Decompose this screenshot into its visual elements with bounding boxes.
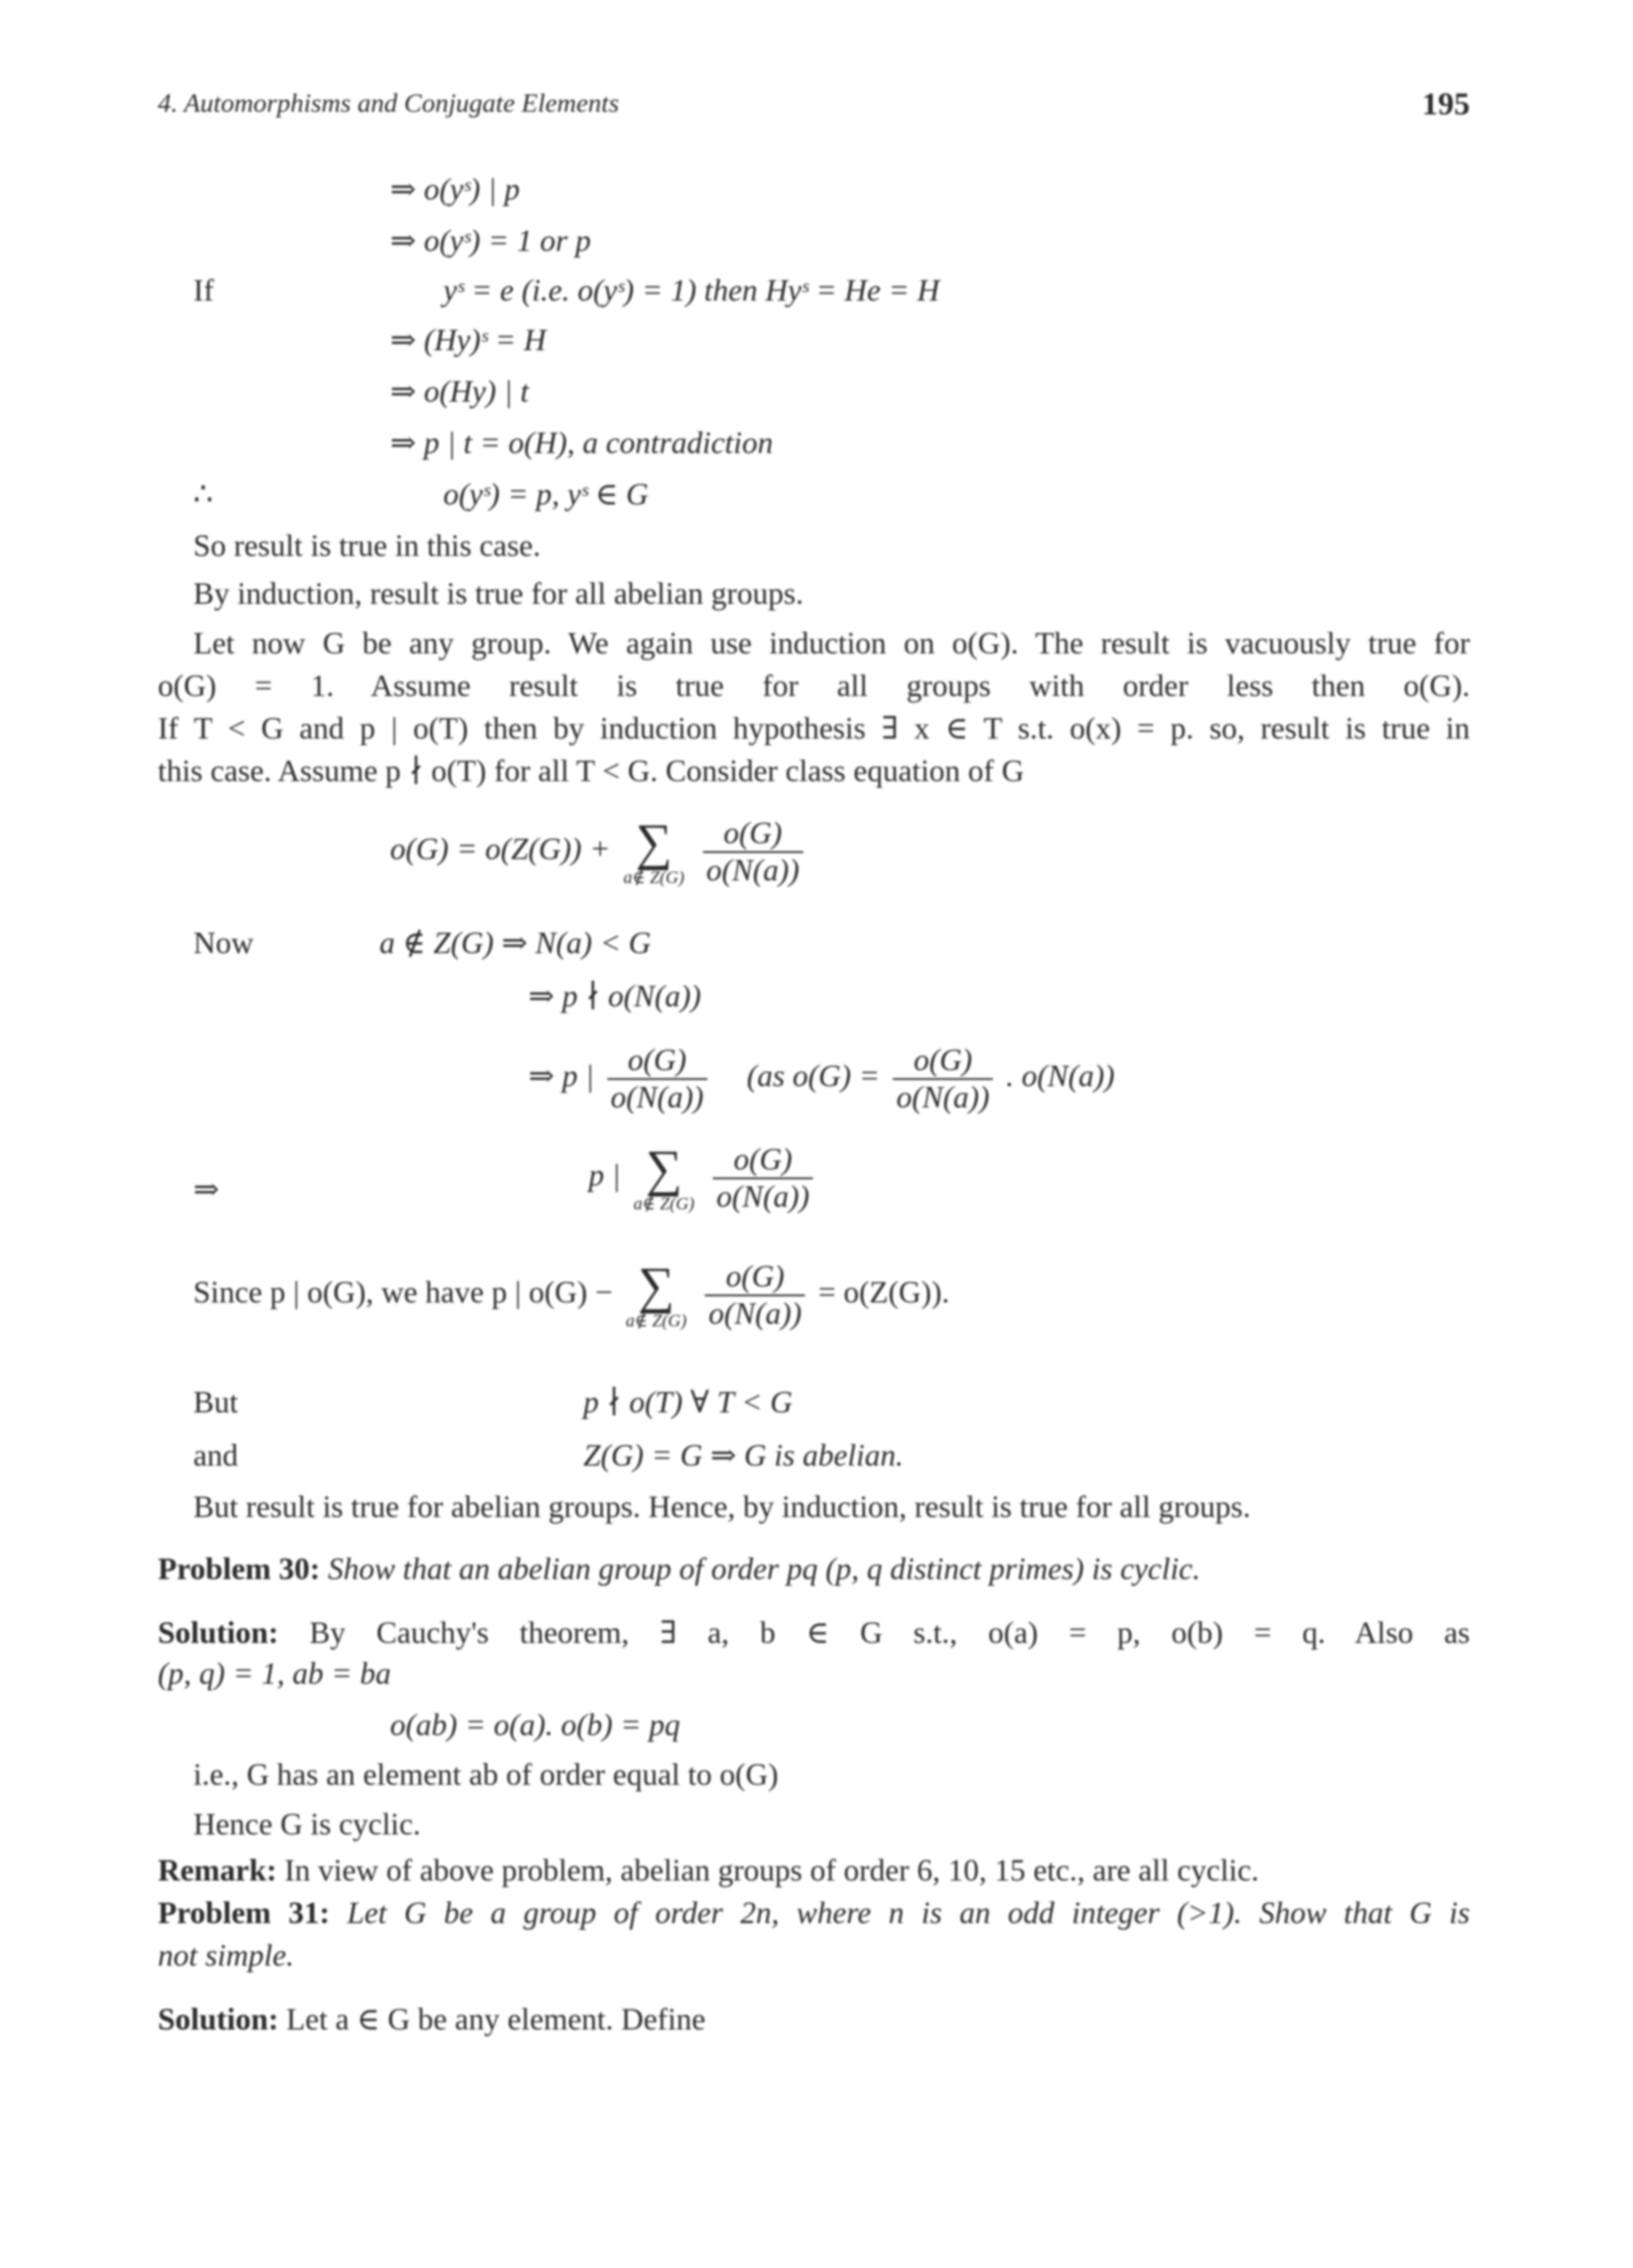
proof-line-8: So result is true in this case. [193, 528, 541, 563]
summation [633, 1138, 695, 1214]
summation-index: a∉ Z(G) [625, 1310, 687, 1331]
fraction [893, 1043, 993, 1115]
class-equation-left: o(G) = o(Z(G)) + [390, 832, 611, 866]
problem-31-line-1 [158, 1894, 1470, 1933]
fraction-numerator: o(G) [705, 1259, 805, 1296]
fraction-denominator: o(N(a)) [716, 1178, 810, 1214]
fraction-denominator: o(N(a)) [610, 1079, 704, 1114]
problem-30-solution-line-5: Hence G is cyclic. [193, 1807, 421, 1842]
fraction-denominator: o(N(a)) [896, 1079, 990, 1114]
proof-line-7: o(yˢ) = p, yˢ ∈ G [443, 477, 649, 512]
proof-line-6: ⇒ p | t = o(H), a contradiction [390, 426, 773, 460]
problem-30-solution-line-1 [158, 1614, 1470, 1653]
now-line-1: a ∉ Z(G) ⇒ N(a) < G [379, 926, 652, 960]
problem-30-statement: Show that an abelian group of order pq (p, q distinct primes) is cyclic. [327, 1552, 1200, 1586]
proof-line-9: By induction, result is true for all abelian groups. [193, 576, 804, 611]
sigma-symbol: ∑ [645, 1138, 683, 1197]
fraction-denominator: o(N(a)) [706, 852, 800, 888]
conclusion-line: But result is true for abelian groups. Hence, by induction, result is true for all groups. [193, 1490, 1251, 1524]
remark-text: In view of above problem, abelian groups of order 6, 10, 15 etc., are all cyclic. [284, 1853, 1260, 1888]
fraction-numerator: o(G) [607, 1043, 707, 1080]
proof-line-1: ⇒ o(yˢ) | p [390, 172, 520, 207]
now-line-2: ⇒ p ∤ o(N(a)) [528, 979, 701, 1013]
problem-30-solution-line-2: (p, q) = 1, ab = ba [158, 1656, 392, 1691]
problem-31-solution [158, 2000, 706, 2039]
summation-index: a∉ Z(G) [623, 867, 684, 888]
problem-30-solution-line-3: o(ab) = o(a). o(b) = pq [390, 1708, 681, 1742]
summation [623, 812, 684, 888]
proof-line-2: ⇒ o(yˢ) = 1 or p [390, 223, 591, 258]
fraction [703, 816, 803, 888]
fraction [607, 1043, 707, 1115]
solution-text: Let a ∈ G be any element. Define [285, 2002, 706, 2037]
since-start: Since p | o(G), we have p | o(G) − [193, 1275, 613, 1310]
now-line-3-middle: (as o(G) = [746, 1059, 880, 1093]
proof-line-3: yˢ = e (i.e. o(yˢ) = 1) then Hyˢ = He = H [443, 273, 940, 308]
sigma-symbol: ∑ [637, 1255, 675, 1314]
fraction-numerator: o(G) [703, 816, 803, 853]
fraction-numerator: o(G) [893, 1043, 993, 1080]
and-line: Z(G) = G ⇒ G is abelian. [583, 1438, 904, 1473]
therefore-symbol: ∴ [193, 477, 214, 512]
fraction [713, 1142, 813, 1215]
solution-text: By Cauchy's theorem, ∃ a, b ∈ G s.t., o(a) = p, o(b) = q. Also as [309, 1615, 1471, 1650]
proof-line-4: ⇒ (Hy)ˢ = H [390, 323, 546, 357]
now-label: Now [193, 926, 254, 960]
remark-label: Remark: [158, 1853, 277, 1888]
remark [158, 1851, 1259, 1890]
problem-30-solution-line-4: i.e., G has an element ab of order equal to o(G) [193, 1757, 778, 1792]
class-equation [390, 814, 809, 888]
solution-label: Solution: [158, 1615, 279, 1650]
but-label: But [193, 1385, 238, 1419]
paragraph-line-3: If T < G and p | o(T) then by induction hypothesis ∃ x ∈ T s.t. o(x) = p. so, result is true in [158, 711, 1470, 746]
summation-index: a∉ Z(G) [633, 1193, 695, 1214]
since-end: = o(Z(G)). [818, 1275, 950, 1310]
paragraph-line-1: Let now G be any group. We again use induction on o(G). The result is vacuously true for [193, 626, 1470, 661]
problem-31-statement: Let G be a group of order 2n, where n is an odd integer (>1). Show that G is [347, 1896, 1470, 1930]
fraction-numerator: o(G) [713, 1142, 813, 1179]
but-line: p ∤ o(T) ∀ T < G [583, 1385, 793, 1419]
now-line-3-end: . o(N(a)) [1005, 1059, 1115, 1093]
page-number: 195 [1422, 86, 1470, 121]
solution-label: Solution: [158, 2002, 279, 2037]
fraction-denominator: o(N(a)) [708, 1295, 802, 1331]
since-line [193, 1257, 949, 1332]
summation [625, 1255, 687, 1331]
problem-30 [158, 1550, 1200, 1589]
implies-line [589, 1140, 818, 1215]
sigma-symbol: ∑ [635, 812, 673, 871]
problem-30-label: Problem 30: [158, 1552, 321, 1586]
implies-start: p | [589, 1158, 621, 1193]
proof-line-5: ⇒ o(Hy) | t [390, 374, 529, 409]
paragraph-line-2: o(G) = 1. Assume result is true for all groups with order less then o(G). [158, 669, 1470, 703]
implies-label: ⇒ [193, 1172, 220, 1207]
problem-31-line-2: not simple. [158, 1938, 294, 1973]
paragraph-line-4: this case. Assume p ∤ o(T) for all T < G. Consider class equation of G [158, 754, 1025, 788]
problem-31-label: Problem 31: [158, 1896, 330, 1930]
now-line-3-start: ⇒ p | [528, 1059, 594, 1093]
fraction [705, 1259, 805, 1332]
and-label: and [193, 1438, 238, 1473]
chapter-header: 4. Automorphisms and Conjugate Elements [158, 89, 620, 118]
now-line-3 [528, 1041, 1114, 1115]
if-label: If [193, 273, 215, 308]
